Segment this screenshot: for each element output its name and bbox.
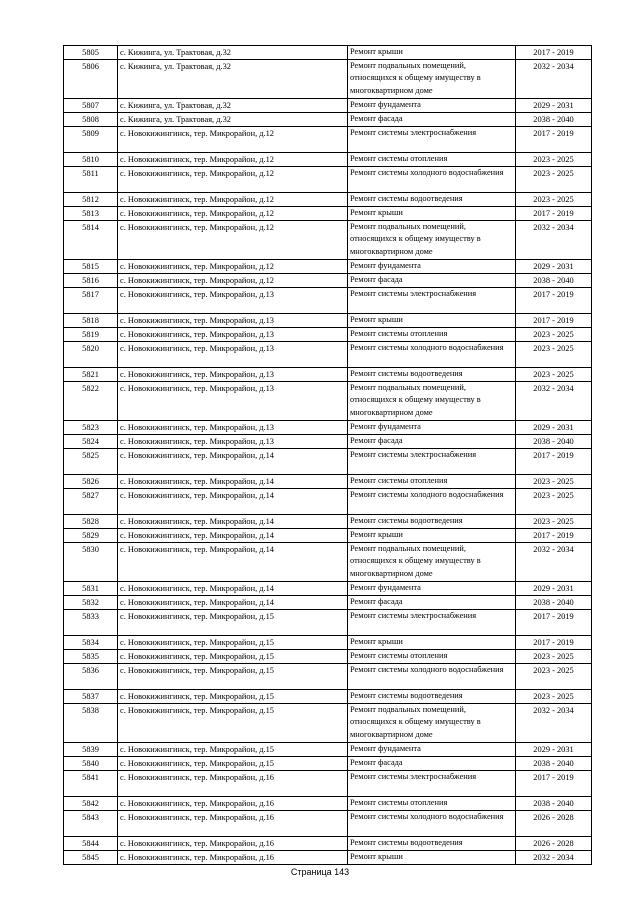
row-period: 2023 - 2025: [516, 328, 592, 342]
table-row: [64, 811, 592, 837]
row-period: 2017 - 2019: [516, 127, 592, 153]
table-row: [64, 421, 592, 435]
row-work-type: Ремонт подвальных помещений, относящихся к общему имуществу в многоквартирном доме: [348, 543, 516, 582]
row-number: 5809: [64, 127, 118, 153]
row-address: с. Новокижингинск, тер. Микрорайон, д.14: [118, 515, 348, 529]
row-address: с. Новокижингинск, тер. Микрорайон, д.12: [118, 260, 348, 274]
row-work-type: Ремонт фундамента: [348, 582, 516, 596]
row-number: 5808: [64, 113, 118, 127]
row-period: 2029 - 2031: [516, 582, 592, 596]
row-work-type: Ремонт системы электроснабжения: [348, 288, 516, 314]
table-row: [64, 664, 592, 690]
table-row: [64, 328, 592, 342]
row-address: с. Новокижингинск, тер. Микрорайон, д.13: [118, 314, 348, 328]
row-number: 5824: [64, 435, 118, 449]
row-work-type: Ремонт фундамента: [348, 743, 516, 757]
row-period: 2017 - 2019: [516, 636, 592, 650]
row-period: 2017 - 2019: [516, 207, 592, 221]
row-number: 5823: [64, 421, 118, 435]
table-row: [64, 221, 592, 260]
table-row: [64, 543, 592, 582]
row-work-type: Ремонт фасада: [348, 596, 516, 610]
row-number: 5845: [64, 851, 118, 865]
row-number: 5815: [64, 260, 118, 274]
row-address: с. Новокижингинск, тер. Микрорайон, д.16: [118, 811, 348, 837]
row-period: 2029 - 2031: [516, 421, 592, 435]
row-work-type: Ремонт системы холодного водоснабжения: [348, 489, 516, 515]
table-row: [64, 288, 592, 314]
row-work-type: Ремонт фундамента: [348, 99, 516, 113]
row-number: 5812: [64, 193, 118, 207]
row-number: 5819: [64, 328, 118, 342]
table-row: [64, 274, 592, 288]
row-work-type: Ремонт крыши: [348, 851, 516, 865]
row-number: 5835: [64, 650, 118, 664]
row-work-type: Ремонт системы отопления: [348, 475, 516, 489]
row-address: с. Кижинга, ул. Трактовая, д.32: [118, 60, 348, 99]
table-row: [64, 46, 592, 60]
table-row: [64, 382, 592, 421]
row-address: с. Новокижингинск, тер. Микрорайон, д.16: [118, 851, 348, 865]
table-row: [64, 368, 592, 382]
row-address: с. Новокижингинск, тер. Микрорайон, д.12: [118, 127, 348, 153]
row-period: 2038 - 2040: [516, 435, 592, 449]
row-work-type: Ремонт подвальных помещений, относящихся к общему имуществу в многоквартирном доме: [348, 704, 516, 743]
row-address: с. Новокижингинск, тер. Микрорайон, д.15: [118, 690, 348, 704]
table-row: [64, 449, 592, 475]
table-row: [64, 529, 592, 543]
row-work-type: Ремонт системы электроснабжения: [348, 449, 516, 475]
table-row: [64, 743, 592, 757]
table-row: [64, 851, 592, 865]
row-address: с. Новокижингинск, тер. Микрорайон, д.14: [118, 582, 348, 596]
row-number: 5838: [64, 704, 118, 743]
row-number: 5832: [64, 596, 118, 610]
row-work-type: Ремонт системы отопления: [348, 797, 516, 811]
table-row: [64, 435, 592, 449]
row-work-type: Ремонт фасада: [348, 757, 516, 771]
row-number: 5813: [64, 207, 118, 221]
row-number: 5844: [64, 837, 118, 851]
row-address: с. Новокижингинск, тер. Микрорайон, д.16: [118, 837, 348, 851]
row-address: с. Новокижингинск, тер. Микрорайон, д.13: [118, 342, 348, 368]
row-period: 2017 - 2019: [516, 529, 592, 543]
row-period: 2029 - 2031: [516, 260, 592, 274]
row-period: 2026 - 2028: [516, 837, 592, 851]
table-row: [64, 475, 592, 489]
row-address: с. Новокижингинск, тер. Микрорайон, д.13: [118, 288, 348, 314]
table-row: [64, 650, 592, 664]
row-address: с. Новокижингинск, тер. Микрорайон, д.15: [118, 704, 348, 743]
row-work-type: Ремонт системы водоотведения: [348, 515, 516, 529]
table-row: [64, 127, 592, 153]
row-work-type: Ремонт системы холодного водоснабжения: [348, 811, 516, 837]
row-address: с. Новокижингинск, тер. Микрорайон, д.15: [118, 610, 348, 636]
row-address: с. Кижинга, ул. Трактовая, д.32: [118, 46, 348, 60]
repair-schedule-table: [63, 45, 592, 865]
table-row: [64, 757, 592, 771]
page-footer: [0, 867, 640, 877]
row-address: с. Новокижингинск, тер. Микрорайон, д.15: [118, 757, 348, 771]
row-work-type: Ремонт системы водоотведения: [348, 193, 516, 207]
row-work-type: Ремонт системы отопления: [348, 328, 516, 342]
table-row: [64, 704, 592, 743]
table-row: [64, 99, 592, 113]
row-period: 2023 - 2025: [516, 368, 592, 382]
row-period: 2029 - 2031: [516, 743, 592, 757]
row-period: 2017 - 2019: [516, 610, 592, 636]
row-period: 2017 - 2019: [516, 46, 592, 60]
row-work-type: Ремонт системы водоотведения: [348, 837, 516, 851]
row-work-type: Ремонт системы электроснабжения: [348, 127, 516, 153]
row-period: 2032 - 2034: [516, 221, 592, 260]
row-number: 5843: [64, 811, 118, 837]
row-number: 5825: [64, 449, 118, 475]
row-number: 5841: [64, 771, 118, 797]
row-period: 2023 - 2025: [516, 515, 592, 529]
row-period: 2032 - 2034: [516, 60, 592, 99]
row-work-type: Ремонт системы отопления: [348, 650, 516, 664]
row-number: 5814: [64, 221, 118, 260]
row-number: 5822: [64, 382, 118, 421]
row-work-type: Ремонт фундамента: [348, 260, 516, 274]
row-address: с. Новокижингинск, тер. Микрорайон, д.14: [118, 596, 348, 610]
row-number: 5821: [64, 368, 118, 382]
row-address: с. Новокижингинск, тер. Микрорайон, д.13: [118, 435, 348, 449]
row-work-type: Ремонт крыши: [348, 207, 516, 221]
row-period: 2032 - 2034: [516, 851, 592, 865]
row-work-type: Ремонт подвальных помещений, относящихся к общему имуществу в многоквартирном доме: [348, 382, 516, 421]
row-number: 5806: [64, 60, 118, 99]
row-number: 5839: [64, 743, 118, 757]
row-address: с. Новокижингинск, тер. Микрорайон, д.15: [118, 664, 348, 690]
table-row: [64, 837, 592, 851]
row-work-type: Ремонт фасада: [348, 435, 516, 449]
row-period: 2023 - 2025: [516, 167, 592, 193]
row-period: 2038 - 2040: [516, 797, 592, 811]
table-row: [64, 342, 592, 368]
table-body: [64, 46, 592, 865]
row-period: 2032 - 2034: [516, 543, 592, 582]
table-row: [64, 167, 592, 193]
row-number: 5828: [64, 515, 118, 529]
row-work-type: Ремонт системы холодного водоснабжения: [348, 664, 516, 690]
table-row: [64, 489, 592, 515]
row-address: с. Новокижингинск, тер. Микрорайон, д.12: [118, 167, 348, 193]
row-address: с. Новокижингинск, тер. Микрорайон, д.12: [118, 221, 348, 260]
row-work-type: Ремонт системы холодного водоснабжения: [348, 167, 516, 193]
row-number: 5830: [64, 543, 118, 582]
row-work-type: Ремонт подвальных помещений, относящихся к общему имуществу в многоквартирном доме: [348, 60, 516, 99]
row-address: с. Новокижингинск, тер. Микрорайон, д.15: [118, 650, 348, 664]
row-number: 5837: [64, 690, 118, 704]
row-number: 5834: [64, 636, 118, 650]
row-address: с. Новокижингинск, тер. Микрорайон, д.13: [118, 382, 348, 421]
table-row: [64, 771, 592, 797]
row-work-type: Ремонт крыши: [348, 636, 516, 650]
row-period: 2038 - 2040: [516, 274, 592, 288]
row-period: 2023 - 2025: [516, 153, 592, 167]
row-number: 5810: [64, 153, 118, 167]
row-address: с. Новокижингинск, тер. Микрорайон, д.16: [118, 771, 348, 797]
table-row: [64, 690, 592, 704]
row-period: 2017 - 2019: [516, 288, 592, 314]
row-number: 5831: [64, 582, 118, 596]
row-number: 5826: [64, 475, 118, 489]
row-address: с. Новокижингинск, тер. Микрорайон, д.13: [118, 368, 348, 382]
row-address: с. Новокижингинск, тер. Микрорайон, д.12: [118, 207, 348, 221]
row-address: с. Новокижингинск, тер. Микрорайон, д.14: [118, 489, 348, 515]
page-number-label: Страница 143: [290, 867, 350, 877]
table-row: [64, 596, 592, 610]
row-work-type: Ремонт крыши: [348, 46, 516, 60]
row-period: 2038 - 2040: [516, 757, 592, 771]
row-number: 5816: [64, 274, 118, 288]
row-address: с. Новокижингинск, тер. Микрорайон, д.15: [118, 636, 348, 650]
table-row: [64, 193, 592, 207]
row-period: 2017 - 2019: [516, 449, 592, 475]
row-period: 2023 - 2025: [516, 690, 592, 704]
table-row: [64, 610, 592, 636]
row-number: 5807: [64, 99, 118, 113]
row-period: 2038 - 2040: [516, 113, 592, 127]
row-work-type: Ремонт подвальных помещений, относящихся к общему имуществу в многоквартирном доме: [348, 221, 516, 260]
row-address: с. Новокижингинск, тер. Микрорайон, д.13: [118, 421, 348, 435]
table-row: [64, 113, 592, 127]
row-address: с. Новокижингинск, тер. Микрорайон, д.12: [118, 153, 348, 167]
table-row: [64, 207, 592, 221]
row-period: 2017 - 2019: [516, 314, 592, 328]
table-row: [64, 515, 592, 529]
row-work-type: Ремонт фасада: [348, 274, 516, 288]
row-period: 2023 - 2025: [516, 650, 592, 664]
row-work-type: Ремонт системы электроснабжения: [348, 610, 516, 636]
row-work-type: Ремонт системы водоотведения: [348, 690, 516, 704]
table-row: [64, 797, 592, 811]
row-period: 2032 - 2034: [516, 382, 592, 421]
row-period: 2032 - 2034: [516, 704, 592, 743]
row-address: с. Новокижингинск, тер. Микрорайон, д.14: [118, 529, 348, 543]
row-number: 5829: [64, 529, 118, 543]
row-period: 2023 - 2025: [516, 193, 592, 207]
row-address: с. Новокижингинск, тер. Микрорайон, д.16: [118, 797, 348, 811]
row-number: 5805: [64, 46, 118, 60]
row-period: 2023 - 2025: [516, 664, 592, 690]
row-address: с. Новокижингинск, тер. Микрорайон, д.14: [118, 449, 348, 475]
row-period: 2017 - 2019: [516, 771, 592, 797]
row-work-type: Ремонт фундамента: [348, 421, 516, 435]
row-number: 5840: [64, 757, 118, 771]
row-period: 2029 - 2031: [516, 99, 592, 113]
row-number: 5818: [64, 314, 118, 328]
table-row: [64, 260, 592, 274]
table-row: [64, 314, 592, 328]
row-number: 5836: [64, 664, 118, 690]
row-address: с. Кижинга, ул. Трактовая, д.32: [118, 113, 348, 127]
row-address: с. Кижинга, ул. Трактовая, д.32: [118, 99, 348, 113]
table-row: [64, 153, 592, 167]
table-row: [64, 60, 592, 99]
row-work-type: Ремонт системы электроснабжения: [348, 771, 516, 797]
row-number: 5817: [64, 288, 118, 314]
row-number: 5827: [64, 489, 118, 515]
row-period: 2023 - 2025: [516, 475, 592, 489]
table-row: [64, 582, 592, 596]
row-period: 2026 - 2028: [516, 811, 592, 837]
row-number: 5820: [64, 342, 118, 368]
row-address: с. Новокижингинск, тер. Микрорайон, д.15: [118, 743, 348, 757]
row-period: 2038 - 2040: [516, 596, 592, 610]
row-address: с. Новокижингинск, тер. Микрорайон, д.13: [118, 328, 348, 342]
row-work-type: Ремонт фасада: [348, 113, 516, 127]
row-work-type: Ремонт крыши: [348, 314, 516, 328]
row-number: 5842: [64, 797, 118, 811]
row-period: 2023 - 2025: [516, 342, 592, 368]
row-work-type: Ремонт системы отопления: [348, 153, 516, 167]
row-address: с. Новокижингинск, тер. Микрорайон, д.12: [118, 193, 348, 207]
row-number: 5811: [64, 167, 118, 193]
row-work-type: Ремонт системы холодного водоснабжения: [348, 342, 516, 368]
row-work-type: Ремонт системы водоотведения: [348, 368, 516, 382]
row-address: с. Новокижингинск, тер. Микрорайон, д.14: [118, 475, 348, 489]
row-number: 5833: [64, 610, 118, 636]
row-address: с. Новокижингинск, тер. Микрорайон, д.12: [118, 274, 348, 288]
row-address: с. Новокижингинск, тер. Микрорайон, д.14: [118, 543, 348, 582]
row-period: 2023 - 2025: [516, 489, 592, 515]
table-row: [64, 636, 592, 650]
row-work-type: Ремонт крыши: [348, 529, 516, 543]
